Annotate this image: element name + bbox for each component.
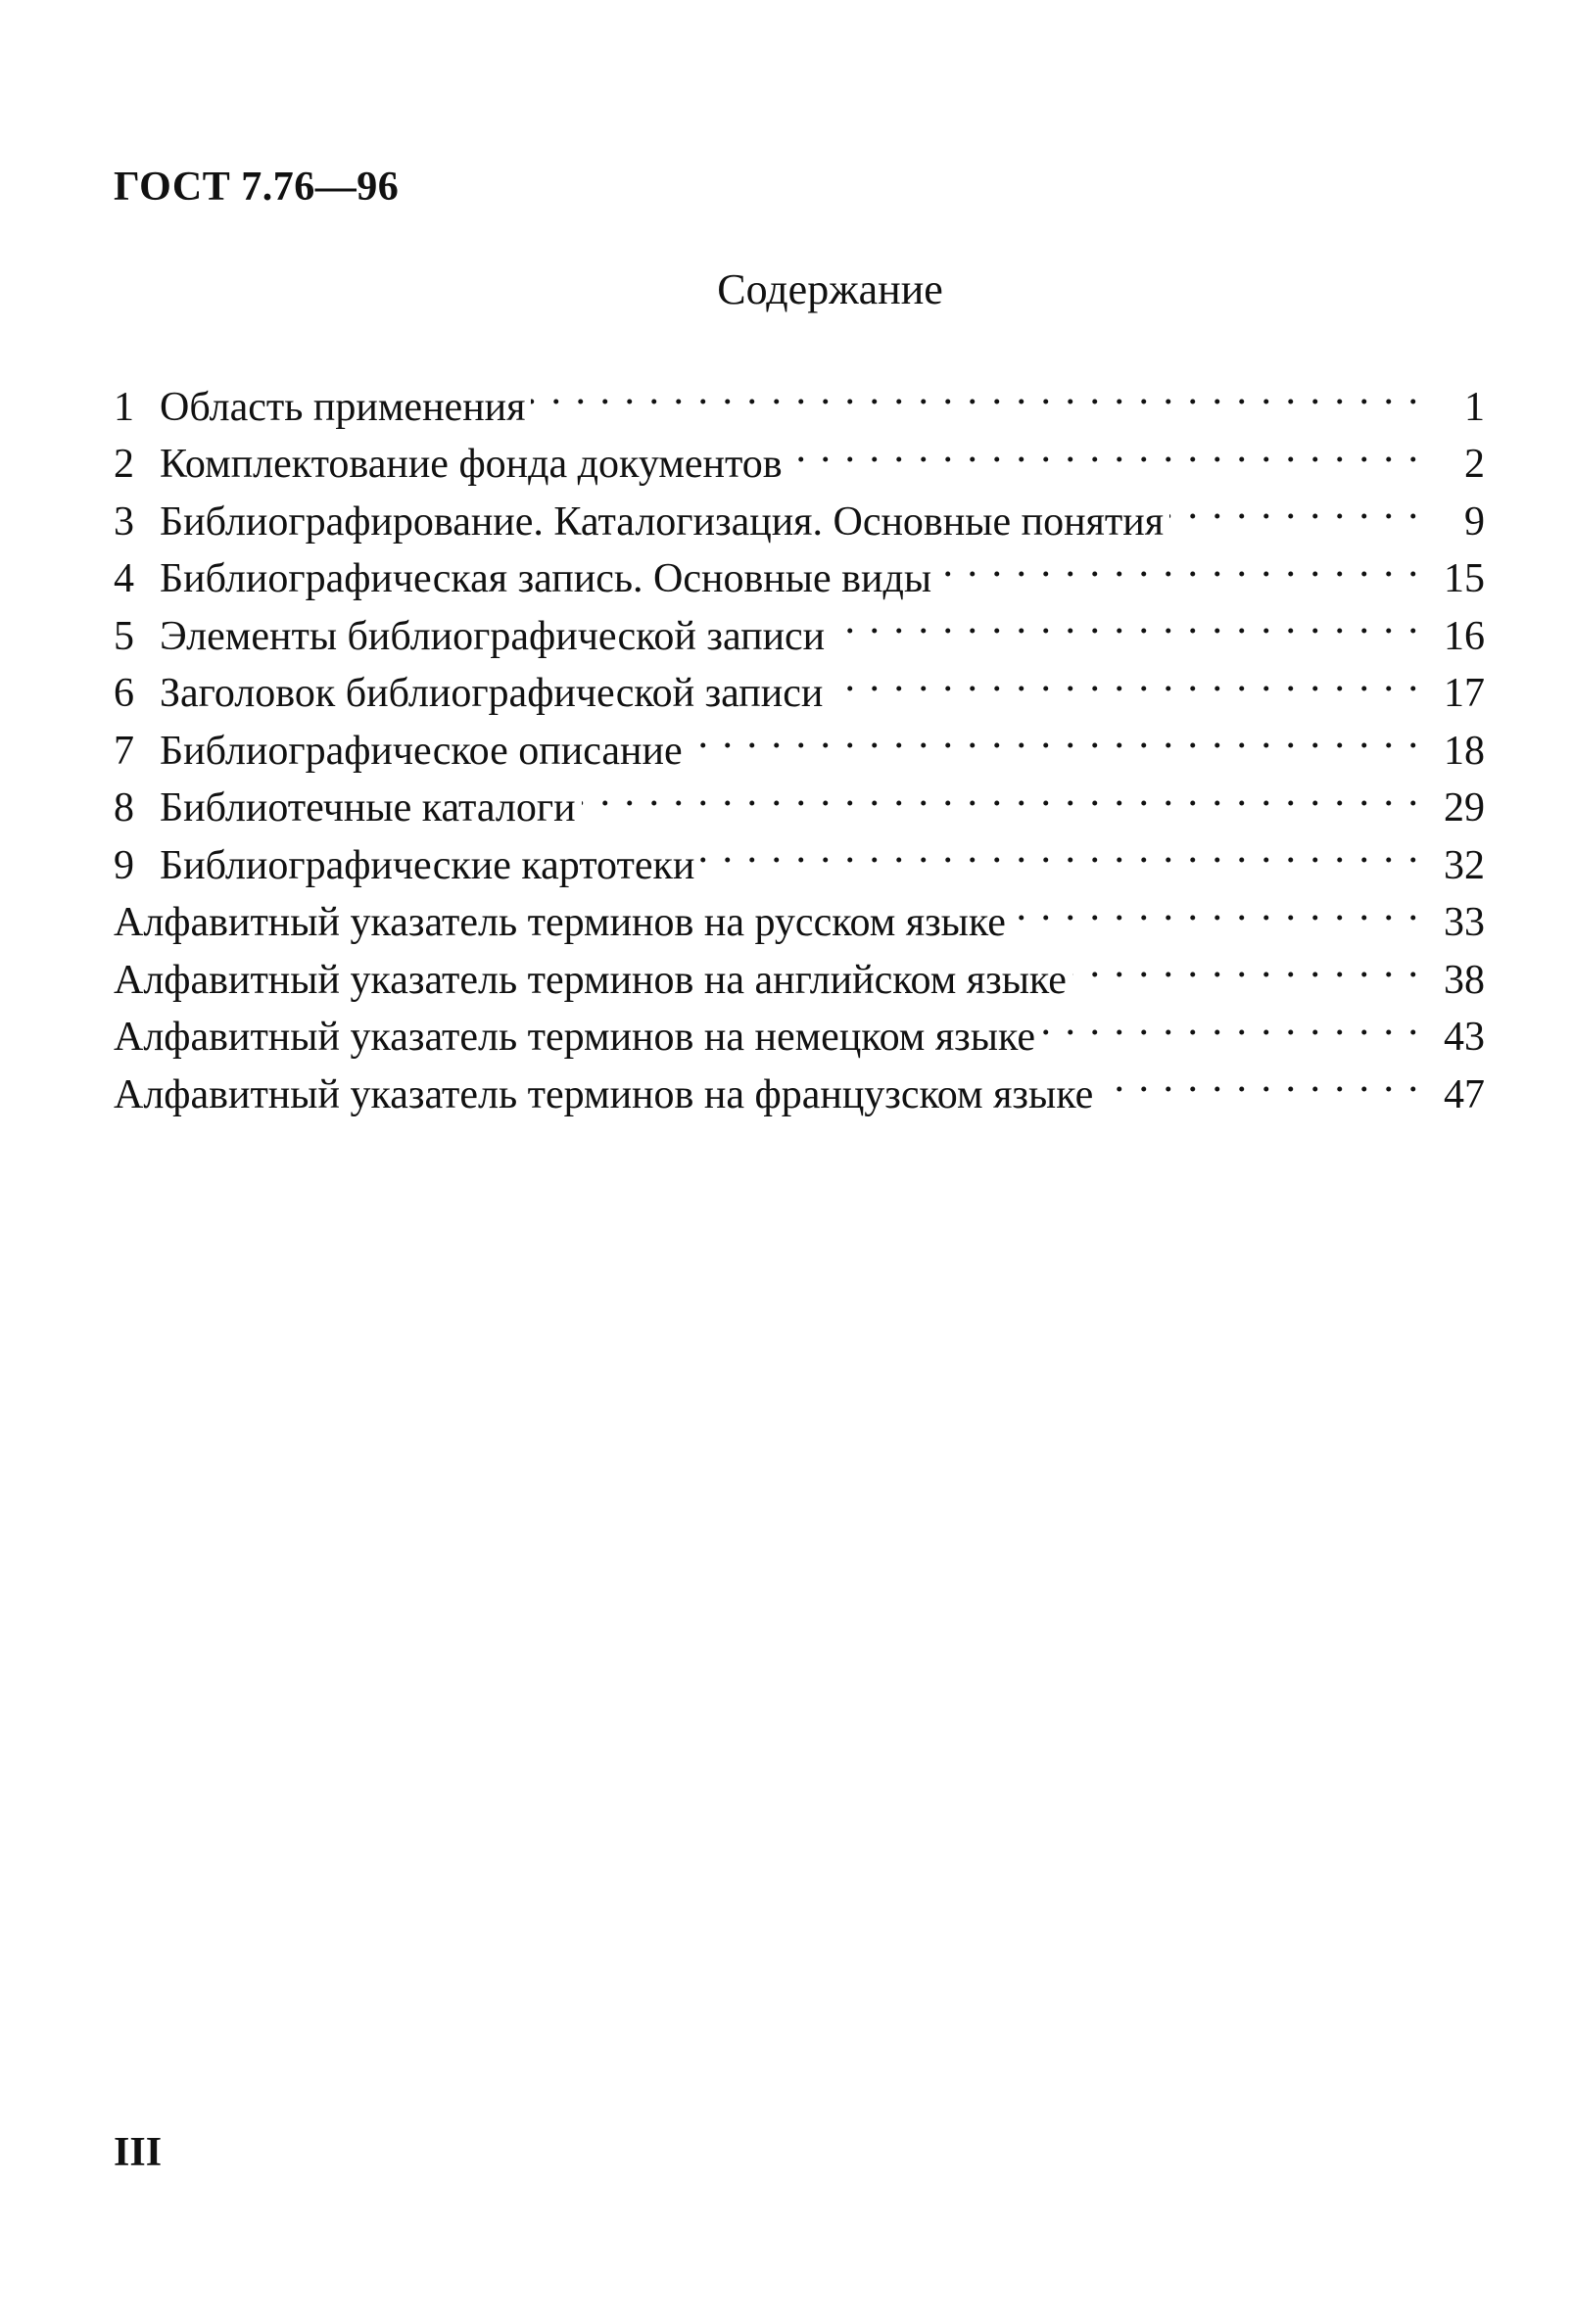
toc-entry-label: Область применения bbox=[160, 384, 526, 430]
page-number: III bbox=[114, 2130, 163, 2175]
table-of-contents bbox=[114, 362, 1485, 1117]
toc-entry-page: 15 bbox=[1444, 556, 1485, 601]
toc-dot-leader bbox=[831, 592, 1420, 649]
toc-entry-page: 47 bbox=[1444, 1071, 1485, 1117]
toc-dot-leader bbox=[1099, 1050, 1420, 1108]
toc-entry-page: 16 bbox=[1444, 613, 1485, 659]
toc-entry-label: Алфавитный указатель терминов на французском языке bbox=[114, 1071, 1094, 1117]
toc-entry-number: 4 bbox=[114, 556, 134, 601]
toc-entry-page: 43 bbox=[1444, 1015, 1485, 1060]
toc-entry-page: 1 bbox=[1464, 384, 1485, 430]
toc-entry-page: 9 bbox=[1464, 498, 1485, 545]
toc-entry-page: 29 bbox=[1444, 785, 1485, 830]
toc-dot-leader bbox=[700, 821, 1420, 878]
toc-dot-leader bbox=[788, 420, 1420, 478]
toc-entry-page: 17 bbox=[1444, 671, 1485, 716]
toc-entry-label: Алфавитный указатель терминов на немецком языке bbox=[114, 1015, 1035, 1060]
toc-entry[interactable] bbox=[114, 362, 1485, 430]
toc-dot-leader bbox=[1169, 477, 1420, 535]
toc-entry-number: 6 bbox=[114, 671, 134, 716]
toc-entry-page: 32 bbox=[1444, 842, 1485, 888]
toc-entry-label: Библиотечные каталоги bbox=[160, 785, 576, 830]
toc-entry-label: Библиографирование. Каталогизация. Основные понятия bbox=[160, 498, 1165, 545]
toc-entry-page: 38 bbox=[1444, 957, 1485, 1003]
toc-dot-leader bbox=[1041, 993, 1420, 1051]
toc-dot-leader bbox=[829, 649, 1420, 707]
toc-entry-number: 1 bbox=[114, 384, 134, 430]
toc-entry-page: 33 bbox=[1444, 900, 1485, 945]
toc-entry-label: Элементы библиографической записи bbox=[160, 613, 826, 659]
toc-entry-label: Алфавитный указатель терминов на английском языке bbox=[114, 957, 1067, 1003]
toc-dot-leader bbox=[1012, 878, 1420, 936]
toc-entry-number: 2 bbox=[114, 442, 134, 487]
toc-dot-leader bbox=[582, 764, 1420, 822]
toc-dot-leader bbox=[531, 362, 1420, 420]
toc-entry-number: 9 bbox=[114, 842, 134, 888]
toc-entry-page: 18 bbox=[1444, 728, 1485, 774]
toc-entry-number: 3 bbox=[114, 498, 134, 545]
toc-dot-leader bbox=[1072, 935, 1420, 993]
toc-entry-page: 2 bbox=[1464, 442, 1485, 487]
toc-entry-label: Библиографические картотеки bbox=[160, 842, 695, 888]
toc-entry-number: 8 bbox=[114, 785, 134, 830]
toc-entry-label: Алфавитный указатель терминов на русском языке bbox=[114, 900, 1006, 945]
toc-entry-label: Заголовок библиографической записи bbox=[160, 671, 824, 716]
toc-entry-label: Библиографическая запись. Основные виды bbox=[160, 556, 932, 601]
toc-entry-label: Комплектование фонда документов bbox=[160, 442, 783, 487]
toc-entry-label: Библиографическое описание bbox=[160, 728, 683, 774]
document-code: ГОСТ 7.76—96 bbox=[114, 165, 400, 210]
toc-entry-number: 7 bbox=[114, 728, 134, 774]
toc-dot-leader bbox=[689, 706, 1420, 764]
toc-dot-leader bbox=[937, 535, 1420, 593]
toc-entry-number: 5 bbox=[114, 613, 134, 659]
toc-title: Содержание bbox=[717, 265, 943, 313]
